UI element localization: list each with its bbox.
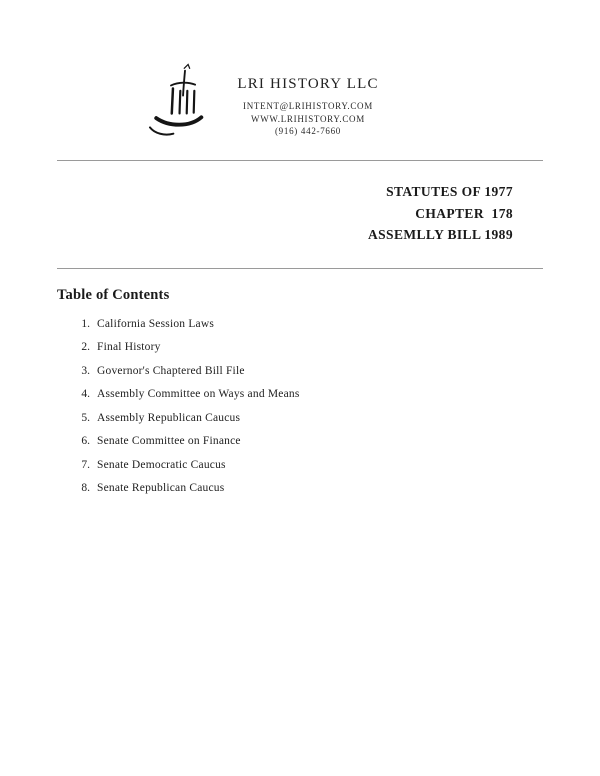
lri-history-logo-icon	[143, 62, 213, 140]
toc-item	[72, 482, 543, 506]
toc-item-label: California Session Laws	[97, 317, 215, 330]
toc-item-label: Senate Democratic Caucus	[97, 458, 226, 471]
divider-middle	[57, 268, 543, 269]
toc-item-number: 3.	[81, 364, 90, 377]
toc-item-label: Assembly Committee on Ways and Means	[97, 388, 300, 400]
toc-item-number: 2.	[81, 341, 90, 353]
letterhead-text	[233, 62, 383, 138]
toc-item-number: 4.	[81, 388, 90, 400]
toc-item-number: 5.	[81, 411, 90, 424]
statutes-line: STATUTES OF 1977	[386, 184, 513, 199]
company-name: LRI HISTORY LLC	[237, 76, 379, 92]
toc-item-number: 8.	[81, 482, 90, 494]
toc-item-label: Senate Committee on Finance	[97, 435, 241, 447]
toc-item	[72, 365, 543, 389]
title-block	[57, 181, 543, 246]
toc-item	[72, 412, 543, 436]
toc-list	[57, 318, 543, 506]
toc-item-number: 6.	[81, 435, 90, 447]
toc-item	[72, 459, 543, 483]
chapter-line: CHAPTER 178	[415, 205, 513, 221]
toc-item-number: 7.	[81, 458, 90, 471]
toc-item	[72, 388, 543, 412]
website-text: WWW.LRIHISTORY.COM	[251, 113, 365, 124]
toc-item-number: 1.	[81, 317, 90, 330]
phone-text: (916) 442-7660	[274, 126, 342, 136]
bill-line: ASSEMLLY BILL 1989	[367, 227, 513, 242]
toc-item	[72, 341, 543, 365]
toc-item-label: Governor's Chaptered Bill File	[97, 364, 245, 377]
toc-item-label: Assembly Republican Caucus	[97, 411, 241, 424]
email-text: INTENT@LRIHISTORY.COM	[243, 101, 373, 111]
toc-item-label: Senate Republican Caucus	[97, 482, 225, 494]
toc-item-label: Final History	[97, 341, 161, 353]
divider-top	[57, 160, 543, 161]
table-of-contents	[57, 287, 543, 506]
toc-item	[72, 435, 543, 459]
toc-heading: Table of Contents	[57, 286, 170, 303]
letterhead	[0, 0, 600, 140]
toc-item	[72, 318, 543, 342]
